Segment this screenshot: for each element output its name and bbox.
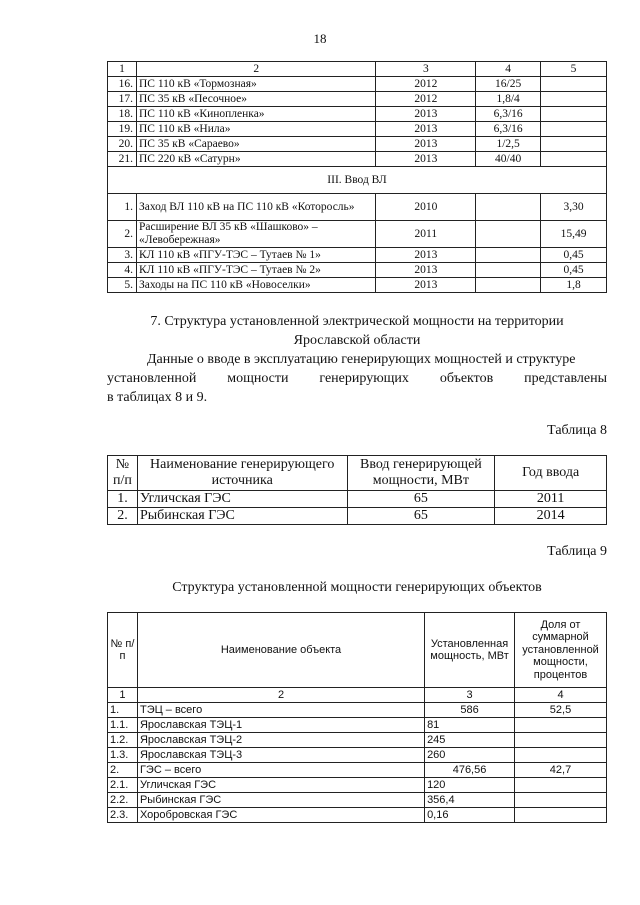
- row-number: 4.: [108, 263, 137, 278]
- year: 2013: [376, 152, 476, 167]
- table-row: [108, 748, 607, 763]
- table-row: [108, 194, 607, 221]
- col-number: 4: [476, 62, 541, 77]
- table-row: [108, 248, 607, 263]
- object-name: ПС 110 кВ «Нила»: [136, 122, 375, 137]
- object-name: Ярославская ТЭЦ-1: [137, 718, 424, 733]
- word: представлены: [524, 371, 607, 386]
- row-number: 16.: [108, 77, 137, 92]
- year: 2013: [376, 248, 476, 263]
- share: [515, 808, 607, 823]
- power: 260: [425, 748, 515, 763]
- object-name: Заходы на ПС 110 кВ «Новоселки»: [136, 278, 375, 293]
- table-row: [108, 122, 607, 137]
- table-row: [108, 221, 607, 248]
- row-number: 18.: [108, 107, 137, 122]
- power: 65: [347, 491, 495, 508]
- object-name: Заход ВЛ 110 кВ на ПС 110 кВ «Которосль»: [136, 194, 375, 221]
- table-row: [108, 733, 607, 748]
- power: 81: [425, 718, 515, 733]
- table-9-title: Структура установленной мощности генерирующих объектов: [172, 580, 542, 595]
- length: [541, 77, 607, 92]
- table-8: [107, 455, 607, 525]
- row-number: 2.1.: [108, 778, 138, 793]
- share: 42,7: [515, 763, 607, 778]
- row-number: 21.: [108, 152, 137, 167]
- power: 40/40: [476, 152, 541, 167]
- power: 6,3/16: [476, 122, 541, 137]
- header-power: Ввод генерирующей мощности, МВт: [347, 456, 495, 491]
- length: [541, 122, 607, 137]
- header-number: № п/п: [108, 613, 138, 688]
- year: 2011: [495, 491, 607, 508]
- header-share: Доля от суммарной установленной мощности, процентов: [515, 613, 607, 688]
- length: 0,45: [541, 263, 607, 278]
- col-number: 2: [137, 688, 424, 703]
- year: 2010: [376, 194, 476, 221]
- object-name: КЛ 110 кВ «ПГУ-ТЭС – Тутаев № 2»: [136, 263, 375, 278]
- power: 16/25: [476, 77, 541, 92]
- power: 476,56: [425, 763, 515, 778]
- object-name: ПС 110 кВ «Тормозная»: [136, 77, 375, 92]
- power: 356,4: [425, 793, 515, 808]
- row-number: 5.: [108, 278, 137, 293]
- power: 6,3/16: [476, 107, 541, 122]
- length: [541, 107, 607, 122]
- length: [541, 137, 607, 152]
- year: 2013: [376, 107, 476, 122]
- row-number: 1.: [108, 194, 137, 221]
- share: 52,5: [515, 703, 607, 718]
- col-number: 1: [108, 688, 138, 703]
- year: 2012: [376, 77, 476, 92]
- table-9-caption: Таблица 9: [547, 544, 607, 559]
- table-9: [107, 612, 607, 823]
- power: 65: [347, 508, 495, 525]
- row-number: 2.: [108, 508, 138, 525]
- year: 2011: [376, 221, 476, 248]
- header-number: № п/п: [108, 456, 138, 491]
- share: [515, 793, 607, 808]
- object-name: Расширение ВЛ 35 кВ «Шашково» – «Левобережная»: [136, 221, 375, 248]
- object-name: ПС 35 кВ «Сараево»: [136, 137, 375, 152]
- object-name: Угличская ГЭС: [137, 778, 424, 793]
- length: 15,49: [541, 221, 607, 248]
- year: 2012: [376, 92, 476, 107]
- power: 0,16: [425, 808, 515, 823]
- substations-table: [107, 61, 607, 293]
- object-name: ПС 110 кВ «Кинопленка»: [136, 107, 375, 122]
- table-header-row: [108, 613, 607, 688]
- header-name: Наименование объекта: [137, 613, 424, 688]
- length: [541, 152, 607, 167]
- table-row: [108, 763, 607, 778]
- power: 586: [425, 703, 515, 718]
- table-row: [108, 152, 607, 167]
- row-number: 19.: [108, 122, 137, 137]
- word: генерирующих: [319, 371, 409, 386]
- power: [476, 278, 541, 293]
- power: [476, 221, 541, 248]
- length: 1,8: [541, 278, 607, 293]
- row-number: 20.: [108, 137, 137, 152]
- year: 2013: [376, 122, 476, 137]
- share: [515, 748, 607, 763]
- object-name: Рыбинская ГЭС: [137, 793, 424, 808]
- row-number: 1.2.: [108, 733, 138, 748]
- heading-line: Ярославской области: [293, 333, 421, 348]
- section-row: [108, 167, 607, 194]
- length: [541, 92, 607, 107]
- col-number: 4: [515, 688, 607, 703]
- power: [476, 263, 541, 278]
- table-header-row: [108, 62, 607, 77]
- table-row: [108, 508, 607, 525]
- row-number: 2.: [108, 763, 138, 778]
- year: 2013: [376, 263, 476, 278]
- share: [515, 733, 607, 748]
- object-name: ПС 220 кВ «Сатурн»: [136, 152, 375, 167]
- paragraph-line: [107, 369, 607, 388]
- col-number: 1: [108, 62, 137, 77]
- row-number: 2.: [108, 221, 137, 248]
- object-name: КЛ 110 кВ «ПГУ-ТЭС – Тутаев № 1»: [136, 248, 375, 263]
- header-name: Наименование генерирующего источника: [137, 456, 347, 491]
- object-name: ПС 35 кВ «Песочное»: [136, 92, 375, 107]
- table-row: [108, 92, 607, 107]
- page-number: 18: [313, 31, 327, 46]
- power: [476, 194, 541, 221]
- length: 3,30: [541, 194, 607, 221]
- table-row: [108, 137, 607, 152]
- col-number: 3: [376, 62, 476, 77]
- table-row: [108, 107, 607, 122]
- word: объектов: [439, 371, 494, 386]
- table-header-row: [108, 456, 607, 491]
- year: 2014: [495, 508, 607, 525]
- paragraph-line: Данные о вводе в эксплуатацию генерирующих мощностей и структуре: [147, 352, 576, 367]
- share: [515, 778, 607, 793]
- header-power: Установленная мощность, МВт: [425, 613, 515, 688]
- table-row: [108, 703, 607, 718]
- table-row: [108, 263, 607, 278]
- year: 2013: [376, 137, 476, 152]
- table-row: [108, 778, 607, 793]
- table-row: [108, 491, 607, 508]
- table-8-caption: Таблица 8: [547, 423, 607, 438]
- power: 1,8/4: [476, 92, 541, 107]
- object-name: Ярославская ТЭЦ-2: [137, 733, 424, 748]
- section-heading: [107, 312, 607, 350]
- word: мощности: [227, 371, 289, 386]
- header-year: Год ввода: [495, 456, 607, 491]
- table-row: [108, 793, 607, 808]
- year: 2013: [376, 278, 476, 293]
- heading-line: 7. Структура установленной электрической мощности на территории: [150, 314, 564, 329]
- row-number: 1.1.: [108, 718, 138, 733]
- object-name: ТЭЦ – всего: [137, 703, 424, 718]
- row-number: 1.: [108, 703, 138, 718]
- row-number: 2.2.: [108, 793, 138, 808]
- object-name: Хоробровская ГЭС: [137, 808, 424, 823]
- source-name: Рыбинская ГЭС: [137, 508, 347, 525]
- row-number: 2.3.: [108, 808, 138, 823]
- row-number: 1.3.: [108, 748, 138, 763]
- power: [476, 248, 541, 263]
- col-number: 2: [136, 62, 375, 77]
- row-number: 17.: [108, 92, 137, 107]
- paragraph-line: в таблицах 8 и 9.: [107, 390, 208, 405]
- power: 245: [425, 733, 515, 748]
- table-row: [108, 808, 607, 823]
- row-number: 3.: [108, 248, 137, 263]
- body-paragraph: [107, 350, 607, 407]
- length: 0,45: [541, 248, 607, 263]
- word: установленной: [107, 371, 197, 386]
- col-number: 5: [541, 62, 607, 77]
- col-number: 3: [425, 688, 515, 703]
- section-title: III. Ввод ВЛ: [108, 167, 607, 194]
- object-name: ГЭС – всего: [137, 763, 424, 778]
- source-name: Угличская ГЭС: [137, 491, 347, 508]
- column-numbers-row: [108, 688, 607, 703]
- share: [515, 718, 607, 733]
- power: 1/2,5: [476, 137, 541, 152]
- power: 120: [425, 778, 515, 793]
- table-row: [108, 718, 607, 733]
- object-name: Ярославская ТЭЦ-3: [137, 748, 424, 763]
- table-row: [108, 77, 607, 92]
- row-number: 1.: [108, 491, 138, 508]
- table-row: [108, 278, 607, 293]
